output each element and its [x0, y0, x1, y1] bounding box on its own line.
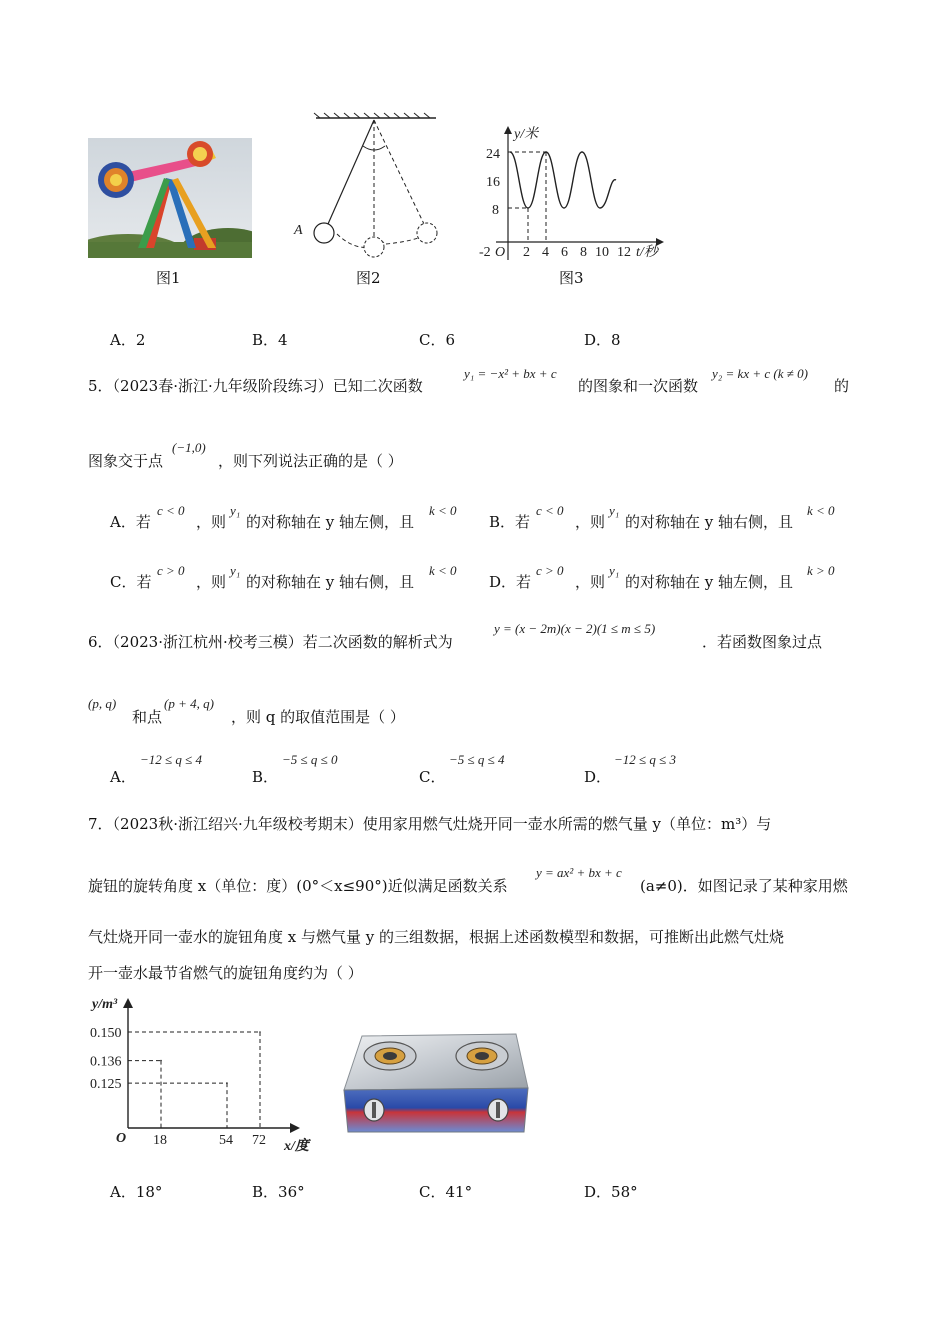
y-tick-label: 0.150 [90, 1026, 122, 1041]
figure-1-caption: 图1 [156, 269, 181, 287]
q7-option-b: B．36° [252, 1183, 305, 1201]
origin-label: O [116, 1131, 127, 1146]
q6-line2-end: ，则 q 的取值范围是（ ） [231, 708, 405, 726]
fig3-y-tick: 16 [486, 175, 500, 190]
q6-point-1: (p, q) [88, 696, 117, 711]
fig3-x-tick: 2 [523, 245, 530, 260]
q5-option-d-label: D．若 [489, 573, 532, 591]
fig3-x-tick: 6 [561, 245, 568, 260]
q4-option-c: C．6 [419, 331, 456, 349]
fig3-x-tick: 4 [542, 245, 549, 260]
q6-line1-prefix: 6．（2023·浙江杭州·校考三模）若二次函数的解析式为 [88, 633, 453, 651]
q7-formula: y = ax² + bx + c [536, 865, 622, 880]
wave-graph [474, 118, 670, 266]
q5-line1-prefix: 5．（2023春·浙江·九年级阶段练习）已知二次函数 [88, 377, 423, 395]
q7-line3: 气灶烧开同一壶水的旋钮角度 x 与燃气量 y 的三组数据，根据上述函数模型和数据，可推断出此燃气灶烧 [88, 928, 785, 946]
q5-option-b-label: B．若 [489, 513, 531, 531]
y-axis-label: y/m³ [92, 997, 118, 1012]
q5-option-d-mid2: 的对称轴在 y 轴左侧，且 [625, 573, 794, 591]
q7-option-a: A．18° [110, 1183, 163, 1201]
q5-option-c-label: C．若 [110, 573, 152, 591]
q5-option-b-mid2: 的对称轴在 y 轴右侧，且 [625, 513, 794, 531]
q7-line2-end: (a≠0)．如图记录了某种家用燃 [640, 877, 848, 895]
q6-option-b-label: B． [252, 768, 279, 786]
q4-option-b: B．4 [252, 331, 288, 349]
data-point [160, 1060, 162, 1062]
q5-option-a-k: k < 0 [429, 503, 457, 518]
y-tick-label: 0.136 [90, 1054, 122, 1070]
q5-option-a-c: c < 0 [157, 503, 185, 518]
gas-stove-image [340, 1028, 530, 1140]
q6-option-d-formula: −12 ≤ q ≤ 3 [614, 752, 677, 767]
q5-line2-end: ，则下列说法正确的是（ ） [218, 452, 403, 470]
q6-option-d-label: D． [584, 768, 612, 786]
q7-line4: 开一壶水最节省燃气的旋钮角度约为（ ） [88, 964, 363, 982]
q6-line2-mid: 和点 [132, 708, 163, 726]
fig3-y-axis-label: y/米 [514, 127, 539, 142]
q5-option-c-k: k < 0 [429, 563, 457, 578]
x-tick-label: 54 [219, 1133, 233, 1148]
fig3-x-axis-label: t/秒 [636, 245, 658, 260]
q5-option-c-c: c > 0 [157, 563, 185, 578]
q5-option-b-mid1: ，则 [575, 513, 606, 531]
q5-option-b-k: k < 0 [807, 503, 835, 518]
x-tick-label: 72 [252, 1133, 266, 1148]
q6-option-c-label: C． [419, 768, 446, 786]
q5-line1-mid: 的图象和一次函数 [578, 377, 699, 395]
q6-option-c-formula: −5 ≤ q ≤ 4 [449, 752, 505, 767]
q5-line1-end: 的 [834, 377, 850, 395]
q5-point: (−1,0) [172, 440, 206, 455]
data-point [259, 1031, 261, 1033]
q4-option-d: D．8 [584, 331, 621, 349]
fig3-x-tick: 8 [580, 245, 587, 260]
q6-option-a-formula: −12 ≤ q ≤ 4 [140, 752, 203, 767]
pendulum-diagram [290, 110, 450, 262]
q5-line2-prefix: 图象交于点 [88, 452, 164, 470]
q6-formula: y = (x − 2m)(x − 2)(1 ≤ m ≤ 5) [494, 621, 656, 636]
q5-option-a-label: A．若 [110, 513, 151, 531]
x-axis-arrow [290, 1123, 300, 1133]
q4-option-a: A．2 [110, 331, 146, 349]
point-a-label: A [294, 223, 303, 238]
x-axis-label: x/度 [284, 1139, 309, 1154]
x-tick-label: 18 [153, 1133, 167, 1148]
fig3-x-tick: 12 [617, 245, 631, 260]
q5-option-c-mid2: 的对称轴在 y 轴右侧，且 [246, 573, 415, 591]
fig3-y-tick: 8 [492, 203, 499, 218]
q7-option-d: D．58° [584, 1183, 638, 1201]
q7-option-c: C．41° [419, 1183, 473, 1201]
q7-line1: 7．（2023秋·浙江绍兴·九年级校考期末）使用家用燃气灶烧开同一壶水所需的燃气量 y（单位：m³）与 [88, 815, 772, 833]
gas-usage-graph [86, 992, 322, 1156]
q5-option-d-mid1: ，则 [575, 573, 606, 591]
fig3-origin: O [495, 245, 506, 260]
q5-formula-y2: y₂ = kx + c (k ≠ 0) [712, 366, 808, 381]
figure-3-caption: 图3 [559, 269, 584, 287]
q5-option-a-mid2: 的对称轴在 y 轴左侧，且 [246, 513, 415, 531]
q5-formula-y1: y₁ = −x² + bx + c [464, 366, 557, 381]
figure-2-caption: 图2 [356, 269, 381, 287]
data-point [226, 1082, 228, 1084]
fig3-y-tick: 24 [486, 147, 500, 162]
q6-option-a-label: A． [110, 768, 136, 786]
fig3-x-tick: -2 [479, 245, 491, 260]
q5-option-d-k: k > 0 [807, 563, 835, 578]
q5-option-b-c: c < 0 [536, 503, 564, 518]
q5-option-b-y: y₁ [609, 503, 620, 518]
q6-option-b-formula: −5 ≤ q ≤ 0 [282, 752, 338, 767]
q5-option-d-y: y₁ [609, 563, 620, 578]
q5-option-c-y: y₁ [230, 563, 241, 578]
y-axis-arrow [123, 998, 133, 1008]
q5-option-c-mid1: ，则 [196, 573, 227, 591]
q6-point-2: (p + 4, q) [164, 696, 214, 711]
y-tick-label: 0.125 [90, 1077, 122, 1093]
fig3-x-tick: 10 [595, 245, 609, 260]
q6-line1-end: ．若函数图象过点 [702, 633, 823, 651]
q7-line2-prefix: 旋钮的旋转角度 x（单位：度）(0°＜x≤90°)近似满足函数关系 [88, 877, 508, 895]
q5-option-a-y: y₁ [230, 503, 241, 518]
q5-option-a-mid1: ，则 [196, 513, 227, 531]
q5-option-d-c: c > 0 [536, 563, 564, 578]
amusement-ride-photo [88, 138, 252, 258]
